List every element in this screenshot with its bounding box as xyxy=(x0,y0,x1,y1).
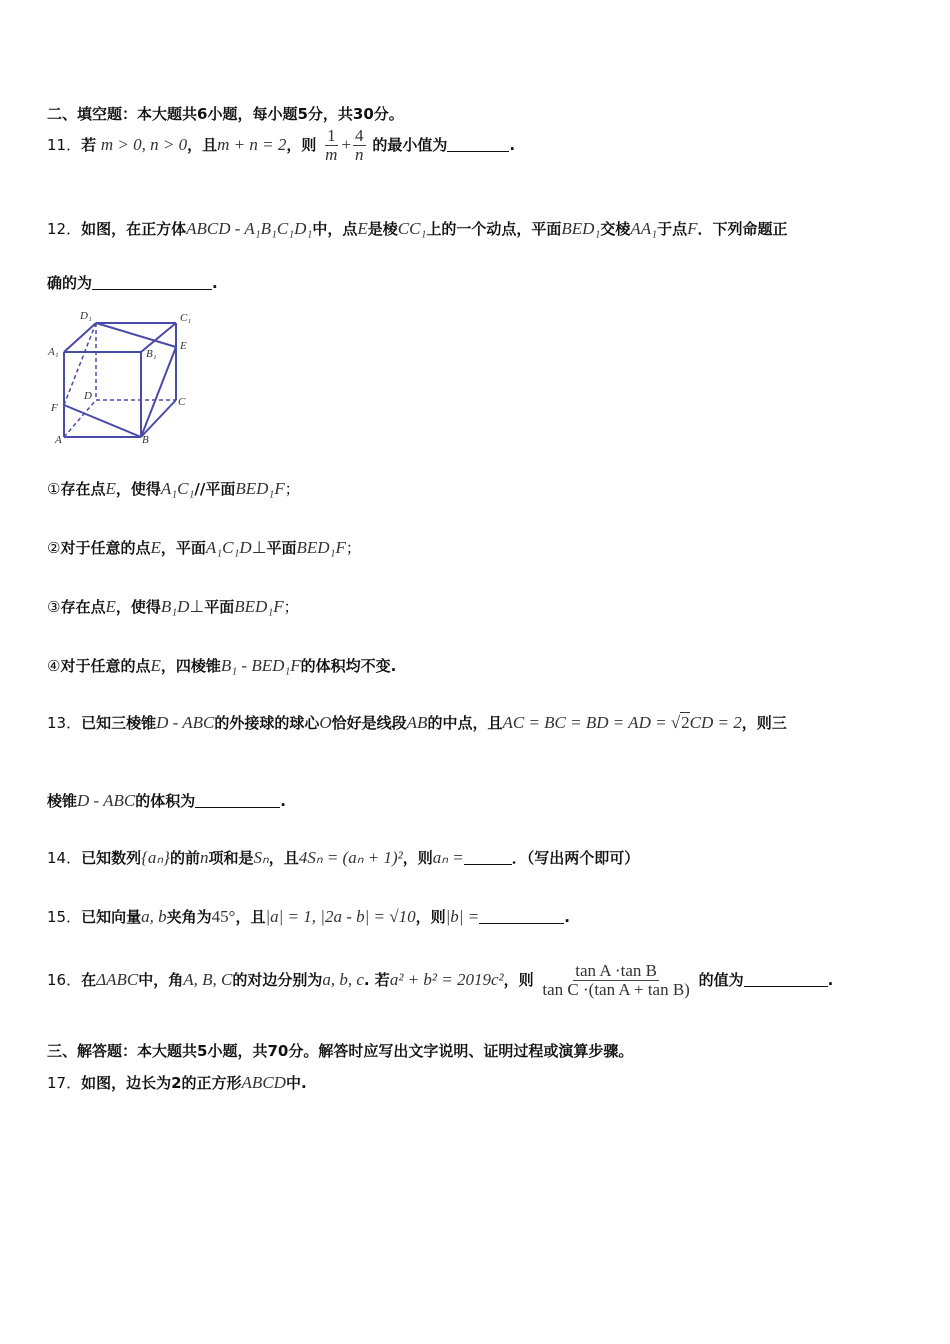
question-number: 17． xyxy=(47,1074,82,1092)
answer-blank xyxy=(464,850,512,865)
edge-BC xyxy=(141,400,176,437)
segment-FB xyxy=(64,405,141,437)
proposition-2: ②对于任意的点E，平面A₁C₁D⊥平面BED₁F； xyxy=(47,538,361,557)
math-cube: ABCD - A₁B₁C₁D₁ xyxy=(186,219,313,238)
cube-figure xyxy=(46,305,196,445)
label-E: E xyxy=(180,340,187,352)
question-13-line2: 棱锥D - ABC的体积为 . xyxy=(47,791,286,810)
edge-A1D1 xyxy=(64,323,96,352)
question-number: 12． xyxy=(47,220,82,238)
question-number: 15． xyxy=(47,908,82,926)
label-D: D xyxy=(84,390,92,402)
answer-blank xyxy=(92,275,212,290)
label-C: C xyxy=(178,396,186,408)
label-B1: B₁ xyxy=(146,348,157,360)
hidden-edge-AD xyxy=(64,400,96,437)
question-number: 13． xyxy=(47,714,82,732)
question-number: 16． xyxy=(47,971,82,989)
question-16: 16．在ΔABC中，角A, B, C的对边分别为a, b, c. 若a² + b² = 2019c²，则 $\frac{\text{tan A ·tan B}}{\text{tan C ·(tan A + tan B)}}$ 的值为 . xyxy=(47,961,834,999)
answer-blank xyxy=(447,137,509,152)
question-12-line2: 确的为 . xyxy=(47,274,218,292)
question-14: 14．已知数列{aₙ}的前n项和是Sₙ，且4Sₙ = (aₙ + 1)²，则aₙ = ．（写出两个即可） xyxy=(47,848,640,867)
label-A1: A₁ xyxy=(48,346,59,358)
proposition-1: ①存在点E，使得A₁C₁//平面BED₁F； xyxy=(47,479,300,498)
segment-BE xyxy=(141,347,176,437)
math-equation: m + n = 2 xyxy=(217,135,287,154)
question-12: 12．如图，在正方体ABCD - A₁B₁C₁D₁中，点E是棱CC₁上的一个动点，平面BED₁交棱AA₁于点F．下列命题正 xyxy=(47,219,788,238)
section-2-heading: 二、填空题：本大题共6小题，每小题5分，共30分。 xyxy=(47,105,404,123)
proposition-3: ③存在点E，使得B₁D⊥平面BED₁F； xyxy=(47,597,299,616)
question-15: 15．已知向量a, b夹角为45°，且|a| = 1, |2a - b| = √10，则|b| = . xyxy=(47,907,570,926)
label-B: B xyxy=(142,434,149,445)
label-F: F xyxy=(51,402,58,414)
fraction-tan: $\frac{\text{tan A ·tan B}}{\text{tan C ·(tan A + tan B)}}$ xyxy=(542,961,690,999)
question-number: 14． xyxy=(47,849,82,867)
answer-blank xyxy=(195,793,280,808)
proposition-4: ④对于任意的点E，四棱锥B₁ - BED₁F的体积均不变. xyxy=(47,656,397,675)
fraction-4-over-n: $\frac{4}{n}$ xyxy=(355,126,364,164)
question-17: 17．如图，边长为2的正方形ABCD中. xyxy=(47,1073,307,1092)
question-13: 13．已知三棱锥D - ABC的外接球的球心O恰好是线段AB的中点，且AC = BC = BD = AD = √2CD = 2，则三 xyxy=(47,713,787,732)
label-C1: C₁ xyxy=(180,312,192,324)
label-A: A xyxy=(55,434,62,445)
label-D1: D₁ xyxy=(80,310,92,322)
section-3-heading: 三、解答题：本大题共5小题，共70分。解答时应写出文字说明、证明过程或演算步骤。 xyxy=(47,1042,634,1060)
question-11: 11．若 m > 0, n > 0，且m + n = 2，则 $\frac{1}{m}$ + $\frac{4}{n}$ 的最小值为 . xyxy=(47,126,516,164)
fraction-1-over-m: $\frac{1}{m}$ xyxy=(325,126,338,164)
answer-blank xyxy=(744,972,828,987)
math-condition: m > 0, n > 0 xyxy=(100,135,188,154)
question-number: 11． xyxy=(47,136,82,154)
segment-D1E xyxy=(96,323,176,347)
answer-blank xyxy=(479,909,564,924)
